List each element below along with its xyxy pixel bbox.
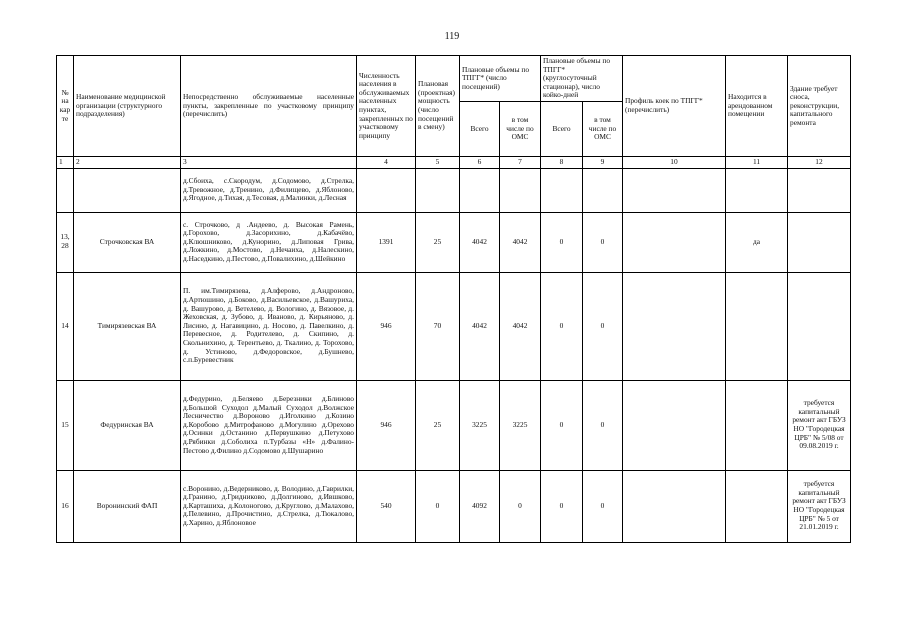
row-capacity: 25	[416, 380, 460, 470]
table-row	[57, 470, 851, 542]
header-num: № на карте	[57, 56, 74, 157]
row-profile	[623, 168, 726, 212]
row-profile	[623, 212, 726, 272]
row-visits-total: 4092	[460, 470, 500, 542]
column-number: 11	[726, 156, 788, 168]
row-settlements: с.Воронино, д.Ведерниково, д. Володино, д.Гаврилки, д.Гранино, д.Гридниково, д.Долгиново, д.Ившково, д.Карташиха, д.Колоногово, д.Круглово, д.Малахово, д.Пелевино, д.Прочистино, д.Стрелка, д.Тюкалово, д.Харино, д.Яблоновое	[181, 470, 357, 542]
column-number: 1	[57, 156, 74, 168]
column-number: 8	[541, 156, 583, 168]
header-rented: Находится в арендованном помещении	[726, 56, 788, 157]
row-rented	[726, 380, 788, 470]
row-visits-oms: 4042	[500, 212, 541, 272]
header-repair: Здание требует сноса, реконструкции, капитального ремонта	[788, 56, 851, 157]
row-num	[57, 168, 74, 212]
row-settlements: д.Федурино, д.Беляево д.Березники д.Блиново д.Большой Суходол д.Малый Суходол д.Волжское Лесничество д.Вороново д.Иголкино д.Козино д.Коробово д.Митрофаново д.Могулино д.Орехово д.Осинки д.Останино д.Первушкино д.Петухово д.Рябинки д.Соболиха п.Турбазы «Н» д.Фалино-Пестово д.Филино д.Содомово д.Шушарино	[181, 380, 357, 470]
row-visits-oms	[500, 168, 541, 212]
row-org	[74, 168, 181, 212]
row-visits-total: 3225	[460, 380, 500, 470]
row-capacity: 0	[416, 470, 460, 542]
row-repair: требуется капитальный ремонт акт ГБУЗ НО "Городецкая ЦРБ" № 5/08 от 09.08.2019 г.	[788, 380, 851, 470]
row-org: Тимирязевская ВА	[74, 272, 181, 380]
row-beds-oms	[583, 168, 623, 212]
row-org: Федуринская ВА	[74, 380, 181, 470]
row-profile	[623, 380, 726, 470]
row-population	[357, 168, 416, 212]
row-population: 1391	[357, 212, 416, 272]
facilities-table	[56, 55, 851, 543]
row-rented	[726, 272, 788, 380]
row-repair	[788, 272, 851, 380]
row-beds-total: 0	[541, 470, 583, 542]
row-org: Строчковская ВА	[74, 212, 181, 272]
header-population: Численность населения в обслуживаемых населенных пунктах, закрепленных по участковому принципу	[357, 56, 416, 157]
row-visits-total	[460, 168, 500, 212]
row-population: 946	[357, 272, 416, 380]
table-row	[57, 380, 851, 470]
column-number: 5	[416, 156, 460, 168]
row-num: 16	[57, 470, 74, 542]
row-num: 15	[57, 380, 74, 470]
header-capacity: Плановая (проектная) мощность (число посещений в смену)	[416, 56, 460, 157]
row-org: Воронинский ФАП	[74, 470, 181, 542]
row-rented	[726, 168, 788, 212]
column-number: 6	[460, 156, 500, 168]
row-num: 14	[57, 272, 74, 380]
row-profile	[623, 272, 726, 380]
column-number: 7	[500, 156, 541, 168]
row-beds-total	[541, 168, 583, 212]
row-beds-total: 0	[541, 272, 583, 380]
table-row	[57, 168, 851, 212]
page-number: 119	[444, 31, 460, 42]
column-number: 9	[583, 156, 623, 168]
header-visits-oms: в том числе по ОМС	[500, 101, 541, 156]
row-beds-oms: 0	[583, 380, 623, 470]
header-tpgg-beds: Плановые объемы по ТПГГ* (круглосуточный стационар), число койко-дней	[541, 56, 623, 102]
row-beds-total: 0	[541, 212, 583, 272]
row-visits-oms: 0	[500, 470, 541, 542]
row-beds-oms: 0	[583, 212, 623, 272]
row-population: 946	[357, 380, 416, 470]
row-repair	[788, 168, 851, 212]
header-beds-oms: в том числе по ОМС	[583, 101, 623, 156]
row-num: 13,28	[57, 212, 74, 272]
row-beds-total: 0	[541, 380, 583, 470]
column-number: 4	[357, 156, 416, 168]
table-row	[57, 212, 851, 272]
table-row	[57, 272, 851, 380]
row-settlements: с. Строчково, д .Андеево, д. Высокая Рамень, д.Горохово, д.Засорихино, д.Кабачёво, д.Клюшниково, д.Кунорино, д.Липовая Грива, д.Ложкино, д.Мостово, д.Нечаиха, д.Налескино, д.Наседкино, д.Пестово, д.Повалихино, д.Шейкино	[181, 212, 357, 272]
row-capacity	[416, 168, 460, 212]
row-visits-total: 4042	[460, 212, 500, 272]
header-settlements: Непосредственно обслуживаемые населенные пункты, закрепленные по участковому принципу (перечислить)	[181, 56, 357, 157]
row-settlements: П. им.Тимирязева, д.Алферово, д.Андроново, д.Артюшино, д.Боково, д.Васильевское, д.Вашуриха, д. Вашурово, д. Ветелево, д. Вологино, д. Вязовое, д. Жеховская, д. Зубово, д. Иваново, д. Кирьяново, д. Лисино, д. Нагавицино, д. Носово, д. Павелкино, д. Перевесное, д. Родителево, д. Скипино, д. Скольнихино, д. Терентьево, д. Ткалино, д. Торохово, д. Устиново, д.Федоровское, д.Бушнево, с.п.Буревестник	[181, 272, 357, 380]
column-number: 10	[623, 156, 726, 168]
header-tpgg-visits: Плановые объемы по ТПГГ* (число посещений)	[460, 56, 541, 102]
row-visits-total: 4042	[460, 272, 500, 380]
header-org: Наименование медицинской организации (структурного подразделения)	[74, 56, 181, 157]
row-rented	[726, 470, 788, 542]
header-bed-profile: Профиль коек по ТПГГ* (перечислить)	[623, 56, 726, 157]
row-settlements: д.Сбоиха, с.Скородум, д.Содомово, д.Стрелка, д.Тревожное, д.Тренино, д.Филищево, д.Яблоново, д.Ягодное, д.Тихая, д.Тесовая, д.Малинки, д.Лесная	[181, 168, 357, 212]
row-visits-oms: 3225	[500, 380, 541, 470]
header-beds-total: Всего	[541, 101, 583, 156]
column-number: 2	[74, 156, 181, 168]
row-beds-oms: 0	[583, 272, 623, 380]
row-profile	[623, 470, 726, 542]
row-capacity: 70	[416, 272, 460, 380]
header-visits-total: Всего	[460, 101, 500, 156]
row-rented: да	[726, 212, 788, 272]
row-capacity: 25	[416, 212, 460, 272]
row-beds-oms: 0	[583, 470, 623, 542]
column-number: 12	[788, 156, 851, 168]
column-number-row	[57, 156, 851, 168]
column-number: 3	[181, 156, 357, 168]
row-repair	[788, 212, 851, 272]
row-repair: требуется капитальный ремонт акт ГБУЗ НО "Городецкая ЦРБ" № 5 от 21.01.2019 г.	[788, 470, 851, 542]
row-population: 540	[357, 470, 416, 542]
row-visits-oms: 4042	[500, 272, 541, 380]
